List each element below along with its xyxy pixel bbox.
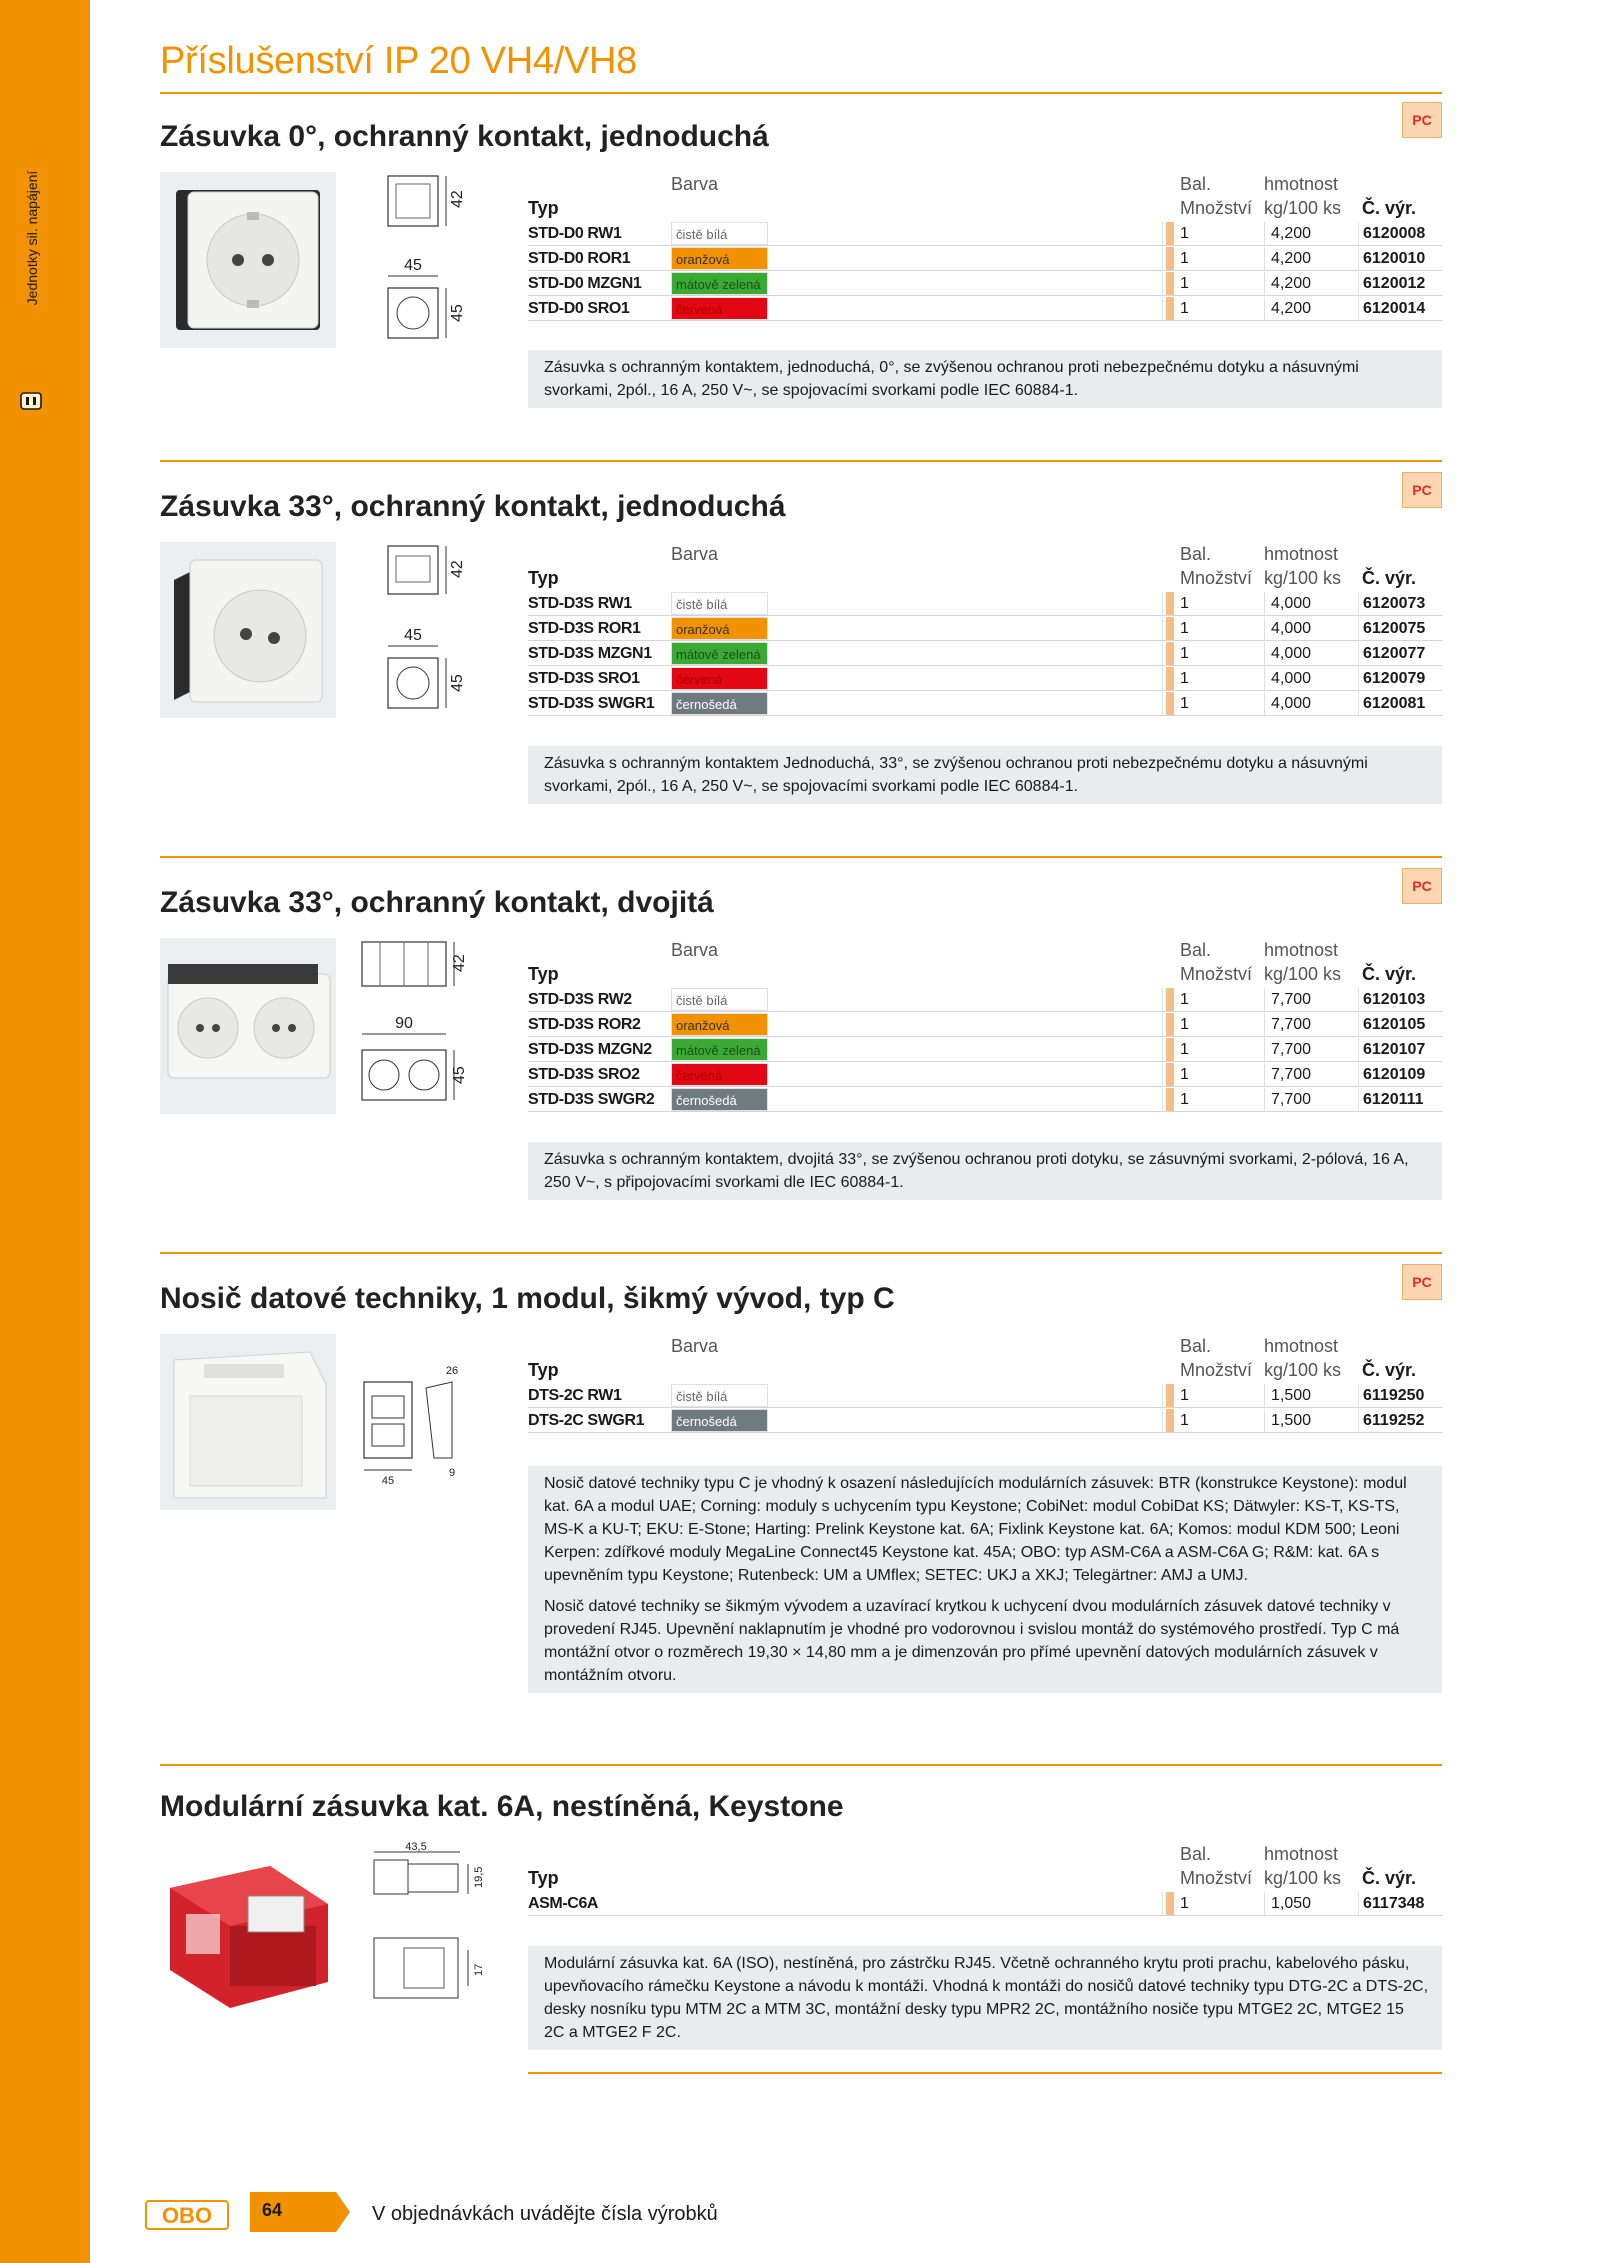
dimension-depth: 17 <box>473 1963 485 1976</box>
row-marker <box>1166 247 1174 270</box>
type-code: STD-D0 SRO1 <box>528 300 630 317</box>
color-cell: mátově zelená <box>671 1038 768 1061</box>
page-number: 64 <box>262 2200 283 2220</box>
power-supply-icon <box>18 390 46 412</box>
weight: 7,700 <box>1264 1063 1354 1086</box>
description-paragraph: Nosič datové techniky typu C je vhodný k osazení následujících modulárních zásuvek: BTR (konstrukce Keystone): modul kat. 6A a modul UAE; Corning: moduly s uchycením typu Keystone; CobiNet: modul CobiDat KS; Dätwyler: KS-T, KS-TS, MS-K a KU-T; EKU: E-Stone; Harting: Prelink Keystone kat. 6A; Fixlink Keystone kat. 6A; Komos: modul KDM 500; Leoni Kerpen: zdířkové moduly MegaLine Connect45 Keystone kat. 45A; OBO: typ ASM-C6A a ASM-C6A G; R&M: kat. 6A s upevněním typu Keystone; Rutenbeck: UM a UMflex; SETEC: UKJ a XKJ; Telegärtner: AMJ a UMJ. <box>544 1475 1407 1584</box>
row-spacer <box>768 617 1163 640</box>
product-table <box>528 1844 1442 1924</box>
row-spacer <box>768 272 1163 295</box>
type-code: ASM-C6A <box>528 1895 599 1912</box>
header-hmotnost: hmotnost <box>1264 544 1339 564</box>
product-description <box>528 350 1442 408</box>
row-spacer <box>768 297 1163 320</box>
row-marker <box>1166 297 1174 320</box>
header-bal: Bal. <box>1180 1844 1212 1864</box>
table-row <box>528 1088 1442 1112</box>
quantity: 1 <box>1180 1091 1189 1108</box>
header-mnozstvi: Množství <box>1180 198 1253 218</box>
article-number: 6120077 <box>1358 642 1442 665</box>
weight: 7,700 <box>1264 1088 1354 1111</box>
description-paragraph: Zásuvka s ochranným kontaktem, jednoduchá, 0°, se zvýšenou ochranou proti nebezpečnému dotyku a násuvnými svorkami, 2pól., 16 A, 250 V~, se spojovacími svorkami podle IEC 60884-1. <box>544 359 1359 399</box>
obo-logo <box>145 2200 229 2230</box>
weight: 4,000 <box>1264 617 1354 640</box>
product-section-2 <box>160 460 1442 800</box>
weight: 7,700 <box>1264 1038 1354 1061</box>
table-row <box>528 988 1442 1012</box>
header-bal: Bal. <box>1180 1336 1212 1356</box>
logo-text: OBO <box>161 2203 213 2228</box>
table-row <box>528 1409 1442 1433</box>
dimension-depth: 45 <box>449 304 466 322</box>
type-code: STD-D3S RW1 <box>528 595 632 612</box>
header-cvyr: Č. výr. <box>1362 964 1417 984</box>
article-number: 6120107 <box>1358 1038 1442 1061</box>
color-cell: oranžová <box>671 247 768 270</box>
type-code: STD-D3S RW2 <box>528 991 632 1008</box>
type-code: STD-D0 ROR1 <box>528 250 631 267</box>
header-kg: kg/100 ks <box>1264 964 1342 984</box>
type-code: STD-D3S ROR2 <box>528 1016 641 1033</box>
quantity: 1 <box>1180 991 1189 1008</box>
header-cvyr: Č. výr. <box>1362 1360 1417 1380</box>
type-code: STD-D0 RW1 <box>528 225 622 242</box>
section-title: Zásuvka 33°, ochranný kontakt, dvojitá <box>160 886 714 919</box>
row-spacer <box>768 247 1163 270</box>
color-cell: čistě bílá <box>671 222 768 245</box>
weight: 1,500 <box>1264 1384 1354 1407</box>
description-paragraph: Zásuvka s ochranným kontaktem, dvojitá 33°, se zvýšenou ochranou proti dotyku, se zásuvnými svorkami, 2-pólová, 16 A, 250 V~, s připojovacími svorkami dle IEC 60884-1. <box>544 1151 1409 1191</box>
product-section-4 <box>160 1252 1442 1712</box>
product-table <box>528 544 1442 714</box>
quantity: 1 <box>1180 695 1189 712</box>
dimension-depth: 45 <box>449 674 466 692</box>
header-cvyr: Č. výr. <box>1362 1868 1417 1888</box>
row-spacer <box>768 667 1163 690</box>
dimension-width: 45 <box>404 257 422 274</box>
weight: 7,700 <box>1264 988 1354 1011</box>
pc-badge: PC <box>1402 868 1442 904</box>
table-row <box>528 1384 1442 1408</box>
article-number: 6117348 <box>1358 1892 1442 1915</box>
header-mnozstvi: Množství <box>1180 1360 1253 1380</box>
dimension-width: 43,5 <box>405 1841 427 1853</box>
section-title: Nosič datové techniky, 1 modul, šikmý vývod, typ C <box>160 1282 895 1315</box>
row-spacer <box>768 1038 1163 1061</box>
row-marker <box>1166 988 1174 1011</box>
quantity: 1 <box>1180 1066 1189 1083</box>
row-spacer <box>768 592 1163 615</box>
header-hmotnost: hmotnost <box>1264 1844 1339 1864</box>
article-number: 6120014 <box>1358 297 1442 320</box>
row-marker <box>1166 1892 1174 1915</box>
dimension-drawing <box>360 938 468 1114</box>
sidebar <box>0 0 90 2263</box>
color-cell: čistě bílá <box>671 988 768 1011</box>
dimension-drawing <box>360 172 465 348</box>
article-number: 6120079 <box>1358 667 1442 690</box>
header-kg: kg/100 ks <box>1264 1360 1342 1380</box>
product-description <box>528 746 1442 804</box>
header-hmotnost: hmotnost <box>1264 174 1339 194</box>
type-code: DTS-2C SWGR1 <box>528 1412 645 1429</box>
table-row <box>528 592 1442 616</box>
quantity: 1 <box>1180 645 1189 662</box>
type-code: STD-D3S SWGR2 <box>528 1091 655 1108</box>
article-number: 6120012 <box>1358 272 1442 295</box>
type-code: STD-D3S MZGN1 <box>528 645 652 662</box>
product-description <box>528 1946 1442 2050</box>
dimension-depth: 9 <box>448 1467 456 1479</box>
sidebar-label: Jednotky sil. napájení <box>24 170 40 306</box>
color-cell: čistě bílá <box>671 1384 768 1407</box>
header-kg: kg/100 ks <box>1264 568 1342 588</box>
pc-badge: PC <box>1402 102 1442 138</box>
row-marker <box>1166 617 1174 640</box>
color-cell: čistě bílá <box>671 592 768 615</box>
row-spacer <box>768 988 1163 1011</box>
header-barva: Barva <box>671 1336 719 1356</box>
type-code: STD-D3S MZGN2 <box>528 1041 652 1058</box>
type-code: STD-D3S SRO1 <box>528 670 640 687</box>
footer-note: V objednávkách uvádějte čísla výrobků <box>372 2203 718 2225</box>
product-section-5 <box>160 1764 1442 2064</box>
row-spacer <box>768 222 1163 245</box>
section-title: Zásuvka 33°, ochranný kontakt, jednoduchá <box>160 490 786 523</box>
weight: 4,200 <box>1264 272 1354 295</box>
weight: 4,200 <box>1264 222 1354 245</box>
row-spacer <box>768 1384 1163 1407</box>
header-cvyr: Č. výr. <box>1362 198 1417 218</box>
type-code: STD-D3S ROR1 <box>528 620 641 637</box>
header-hmotnost: hmotnost <box>1264 940 1339 960</box>
product-photo <box>160 542 336 718</box>
type-code: STD-D3S SWGR1 <box>528 695 655 712</box>
header-typ: Typ <box>528 198 559 218</box>
table-row <box>528 1892 1442 1916</box>
quantity: 1 <box>1180 1016 1189 1033</box>
description-paragraph: Modulární zásuvka kat. 6A (ISO), nestíněná, pro zástrčku RJ45. Včetně ochranného krytu proti prachu, kabelového pásku, upevňovacího rámečku Keystone a návodu k montáži. Vhodná k montáži do nosičů datové techniky typu DTG-2C a DTS-2C, desky nosníku typu MTM 2C a MTM 3C, montážní desky typu MPR2 2C, montážního nosiče typu MTGE2 2C, MTGE2 15 2C a MTGE2 F 2C. <box>544 1955 1429 2041</box>
color-cell: oranžová <box>671 1013 768 1036</box>
dimension-width: 45 <box>381 1475 395 1487</box>
article-number: 6120010 <box>1358 247 1442 270</box>
article-number: 6120073 <box>1358 592 1442 615</box>
color-cell: červená <box>671 1063 768 1086</box>
type-code: STD-D3S SRO2 <box>528 1066 640 1083</box>
weight: 1,500 <box>1264 1409 1354 1432</box>
color-cell: mátově zelená <box>671 272 768 295</box>
table-row <box>528 617 1442 641</box>
row-spacer <box>671 1892 1163 1915</box>
article-number: 6120109 <box>1358 1063 1442 1086</box>
section-divider <box>160 1252 1442 1254</box>
weight: 4,000 <box>1264 692 1354 715</box>
header-typ: Typ <box>528 568 559 588</box>
dimension-height: 42 <box>451 954 468 972</box>
table-row <box>528 297 1442 321</box>
type-code: DTS-2C RW1 <box>528 1387 622 1404</box>
section-divider <box>160 1764 1442 1766</box>
type-code: STD-D0 MZGN1 <box>528 275 642 292</box>
article-number: 6120103 <box>1358 988 1442 1011</box>
color-cell: mátově zelená <box>671 642 768 665</box>
quantity: 1 <box>1180 1895 1189 1912</box>
bottom-divider <box>528 2072 1442 2074</box>
weight: 4,000 <box>1264 642 1354 665</box>
row-marker <box>1166 1384 1174 1407</box>
page-title: Příslušenství IP 20 VH4/VH8 <box>160 40 637 82</box>
header-cvyr: Č. výr. <box>1362 568 1417 588</box>
product-photo <box>160 172 336 348</box>
header-barva: Barva <box>671 940 719 960</box>
article-number: 6120105 <box>1358 1013 1442 1036</box>
row-marker <box>1166 272 1174 295</box>
product-table <box>528 174 1442 324</box>
color-cell: černošedá <box>671 1088 768 1111</box>
table-row <box>528 642 1442 666</box>
product-description <box>528 1466 1442 1693</box>
row-spacer <box>768 1063 1163 1086</box>
color-cell: černošedá <box>671 692 768 715</box>
product-table <box>528 1336 1442 1436</box>
quantity: 1 <box>1180 670 1189 687</box>
row-marker <box>1166 222 1174 245</box>
weight: 4,200 <box>1264 247 1354 270</box>
product-photo <box>160 938 336 1114</box>
row-marker <box>1166 642 1174 665</box>
row-marker <box>1166 592 1174 615</box>
product-table <box>528 940 1442 1110</box>
header-typ: Typ <box>528 964 559 984</box>
dimension-depth: 45 <box>451 1066 468 1084</box>
article-number: 6119250 <box>1358 1384 1442 1407</box>
article-number: 6119252 <box>1358 1409 1442 1432</box>
quantity: 1 <box>1180 1041 1189 1058</box>
table-row <box>528 247 1442 271</box>
row-spacer <box>768 692 1163 715</box>
dimension-drawing <box>360 1842 490 2018</box>
pc-badge: PC <box>1402 1264 1442 1300</box>
header-kg: kg/100 ks <box>1264 198 1342 218</box>
article-number: 6120111 <box>1358 1088 1442 1111</box>
description-paragraph: Nosič datové techniky se šikmým vývodem a uzavírací krytkou k uchycení dvou modulárních zásuvek datové techniky v provedení RJ45. Upevnění naklapnutím je vhodné pro vodorovnou i svislou montáž do systémového prostředí. Typ C má montážní otvor o rozměrech 19,30 × 14,80 mm a je dimenzován pro přímé upevnění datových modulárních zásuvek v montážním otvoru. <box>544 1598 1400 1684</box>
dimension-width: 45 <box>404 627 422 644</box>
header-typ: Typ <box>528 1360 559 1380</box>
header-mnozstvi: Množství <box>1180 1868 1253 1888</box>
weight: 4,200 <box>1264 297 1354 320</box>
description-paragraph: Zásuvka s ochranným kontaktem Jednoduchá, 33°, se zvýšenou ochranou proti nebezpečnému dotyku a násuvnými svorkami, 2pól., 16 A, 250 V~, se spojovacími svorkami podle IEC 60884-1. <box>544 755 1368 795</box>
quantity: 1 <box>1180 1412 1189 1429</box>
quantity: 1 <box>1180 300 1189 317</box>
row-marker <box>1166 1409 1174 1432</box>
color-cell: oranžová <box>671 617 768 640</box>
weight: 7,700 <box>1264 1013 1354 1036</box>
dimension-height: 42 <box>449 190 466 208</box>
table-row <box>528 272 1442 296</box>
table-row <box>528 1013 1442 1037</box>
header-mnozstvi: Množství <box>1180 964 1253 984</box>
row-spacer <box>768 1088 1163 1111</box>
weight: 4,000 <box>1264 592 1354 615</box>
quantity: 1 <box>1180 595 1189 612</box>
quantity: 1 <box>1180 225 1189 242</box>
table-row <box>528 222 1442 246</box>
quantity: 1 <box>1180 620 1189 637</box>
article-number: 6120075 <box>1358 617 1442 640</box>
row-marker <box>1166 1013 1174 1036</box>
header-hmotnost: hmotnost <box>1264 1336 1339 1356</box>
header-typ: Typ <box>528 1868 559 1888</box>
row-marker <box>1166 1038 1174 1061</box>
header-kg: kg/100 ks <box>1264 1868 1342 1888</box>
table-row <box>528 1063 1442 1087</box>
product-section-1 <box>160 94 1442 414</box>
dimension-drawing <box>360 1352 465 1528</box>
dimension-width: 90 <box>395 1015 413 1032</box>
product-photo <box>160 1334 336 1510</box>
header-bal: Bal. <box>1180 940 1212 960</box>
color-cell: červená <box>671 297 768 320</box>
product-section-3 <box>160 856 1442 1196</box>
color-cell: červená <box>671 667 768 690</box>
quantity: 1 <box>1180 275 1189 292</box>
product-description <box>528 1142 1442 1200</box>
dimension-height: 19,5 <box>473 1866 485 1888</box>
product-photo <box>160 1842 336 2018</box>
header-barva: Barva <box>671 174 719 194</box>
pc-badge: PC <box>1402 472 1442 508</box>
row-spacer <box>768 1013 1163 1036</box>
dimension-drawing <box>360 542 465 718</box>
row-spacer <box>768 1409 1163 1432</box>
dimension-height: 26 <box>445 1365 459 1377</box>
section-divider <box>160 460 1442 462</box>
section-title: Zásuvka 0°, ochranný kontakt, jednoduchá <box>160 120 769 153</box>
article-number: 6120008 <box>1358 222 1442 245</box>
header-mnozstvi: Množství <box>1180 568 1253 588</box>
header-bal: Bal. <box>1180 544 1212 564</box>
quantity: 1 <box>1180 1387 1189 1404</box>
article-number: 6120081 <box>1358 692 1442 715</box>
dimension-height: 42 <box>449 560 466 578</box>
row-marker <box>1166 1063 1174 1086</box>
row-marker <box>1166 1088 1174 1111</box>
header-bal: Bal. <box>1180 174 1212 194</box>
weight: 4,000 <box>1264 667 1354 690</box>
table-row <box>528 1038 1442 1062</box>
row-marker <box>1166 692 1174 715</box>
quantity: 1 <box>1180 250 1189 267</box>
color-cell: černošedá <box>671 1409 768 1432</box>
table-row <box>528 667 1442 691</box>
table-row <box>528 692 1442 716</box>
weight: 1,050 <box>1264 1892 1354 1915</box>
row-marker <box>1166 667 1174 690</box>
header-barva: Barva <box>671 544 719 564</box>
row-spacer <box>768 642 1163 665</box>
section-divider <box>160 856 1442 858</box>
section-title: Modulární zásuvka kat. 6A, nestíněná, Keystone <box>160 1790 844 1823</box>
